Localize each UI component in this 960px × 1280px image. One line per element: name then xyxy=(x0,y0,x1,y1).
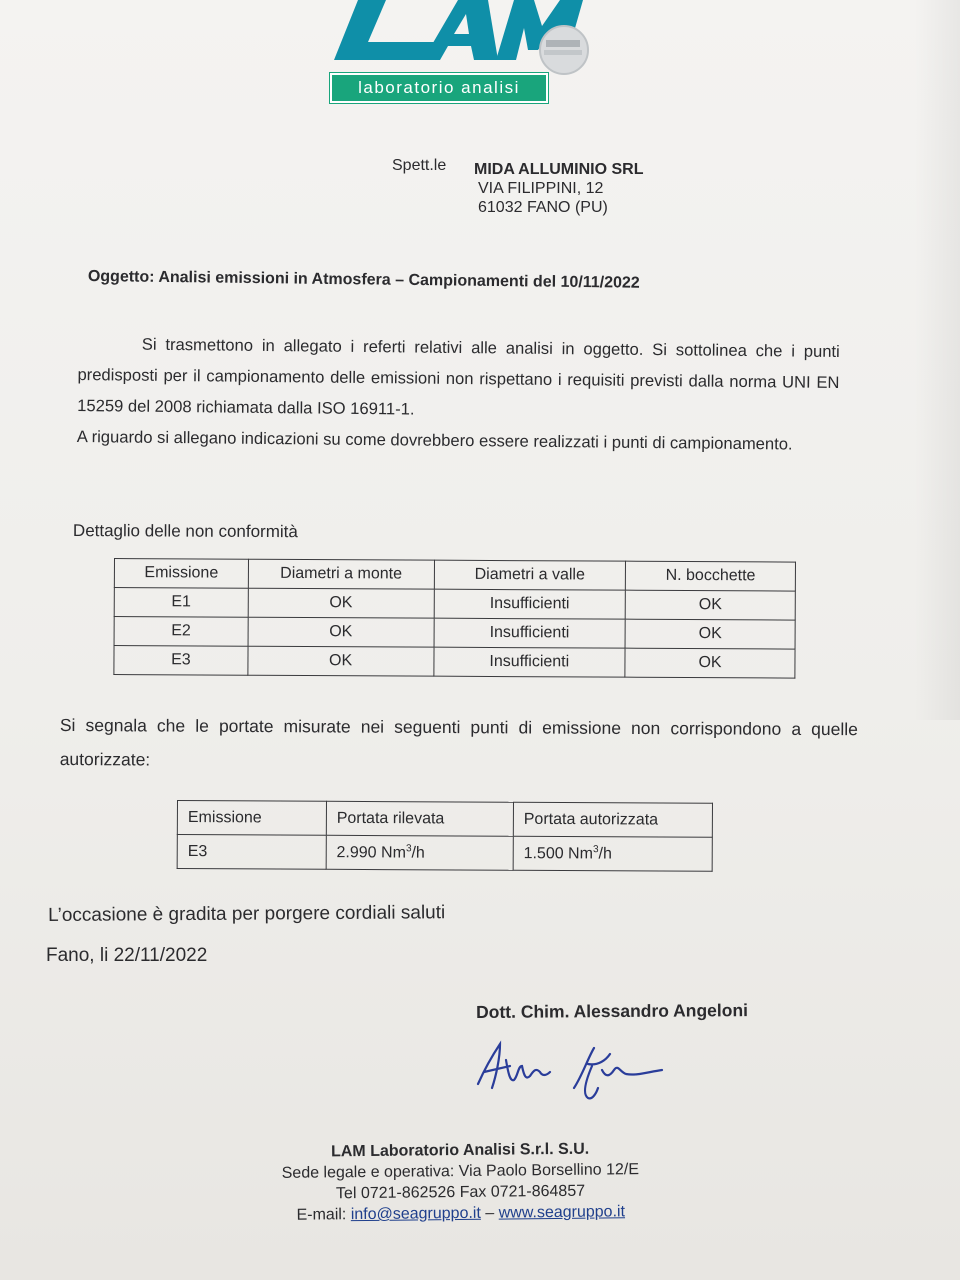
letter-footer xyxy=(240,1138,681,1227)
salutation: Spett.le xyxy=(392,157,447,174)
table-cell: E2 xyxy=(114,617,248,647)
email-link[interactable]: info@seagruppo.it xyxy=(350,1204,481,1224)
table-row xyxy=(177,835,712,872)
recipient-name: MIDA ALLUMINIO SRL xyxy=(474,161,644,178)
table-cell: OK xyxy=(625,648,795,678)
column-header: Portata rilevata xyxy=(326,801,513,836)
signatory-name: Dott. Chim. Alessandro Angeloni xyxy=(476,1000,749,1022)
column-header: Emissione xyxy=(177,801,326,836)
flow-table xyxy=(177,800,713,872)
table-cell: Insufficienti xyxy=(433,647,625,677)
table-cell: E1 xyxy=(114,588,248,618)
contact-separator: – xyxy=(485,1204,495,1222)
body-paragraph-1: Si trasmettono in allegato i referti relativi alle analisi in oggetto. Si sottolinea che i punti predisposti per il campionamento delle emissioni non rispettano i requisiti previsti dalla norma UNI EN 15259 del 2008 richiamata dalla ISO 16911-1. xyxy=(77,334,840,419)
flow-note: Si segnala che le portate misurate nei seguenti punti di emissione non corrispondono a quelle autorizzate: xyxy=(59,714,858,770)
table-cell: OK xyxy=(625,590,795,620)
body-paragraph-2: A riguardo si allegano indicazioni su come dovrebbero essere realizzati i punti di campionamento. xyxy=(76,426,793,454)
measured-flow-value: 2.990 Nm xyxy=(336,843,406,862)
table-header-row xyxy=(177,801,712,838)
footer-company: LAM Laboratorio Analisi S.r.l. S.U. xyxy=(330,1140,590,1161)
footer-address: Sede legale e operativa: Via Paolo Borsellino 12/E xyxy=(281,1161,640,1182)
letter-body xyxy=(77,328,840,460)
table-cell: Insufficienti xyxy=(434,618,626,648)
column-header: N. bocchette xyxy=(626,561,796,591)
closing-line: L’occasione è gradita per porgere cordiali saluti xyxy=(48,902,446,926)
table-row xyxy=(114,588,795,621)
table-cell: OK xyxy=(248,646,434,676)
table-cell: Insufficienti xyxy=(434,589,626,619)
unit-exponent: 3 xyxy=(405,843,412,855)
column-header: Diametri a valle xyxy=(434,560,626,590)
recipient-street: VIA FILIPPINI, 12 xyxy=(478,180,604,197)
column-header: Portata autorizzata xyxy=(513,802,712,837)
place-date: Fano, li 22/11/2022 xyxy=(46,945,208,966)
table-cell xyxy=(326,835,513,870)
company-logo xyxy=(328,0,598,105)
footer-phone: Tel 0721-862526 Fax 0721-864857 xyxy=(335,1182,586,1203)
table-cell: OK xyxy=(625,619,795,649)
authorized-flow-value: 1.500 Nm xyxy=(523,844,594,863)
unit-suffix: /h xyxy=(411,844,425,862)
website-link[interactable]: www.seagruppo.it xyxy=(498,1203,626,1222)
table-cell: E3 xyxy=(177,835,326,870)
nonconformity-title: Dettaglio delle non conformità xyxy=(72,521,298,542)
recipient-address xyxy=(474,160,643,217)
table-row xyxy=(114,646,795,679)
unit-exponent: 3 xyxy=(592,844,599,856)
handwritten-signature xyxy=(470,1036,670,1106)
footer-contacts xyxy=(241,1201,681,1227)
nonconformity-table xyxy=(113,558,796,679)
logo-tagline: laboratorio analisi xyxy=(330,73,548,103)
table-cell: OK xyxy=(248,617,434,647)
table-cell: E3 xyxy=(114,646,248,676)
column-header: Diametri a monte xyxy=(248,559,434,589)
email-label: E-mail: xyxy=(296,1206,347,1224)
table-cell xyxy=(513,836,712,871)
unit-suffix: /h xyxy=(598,845,612,863)
table-row xyxy=(114,617,795,650)
column-header: Emissione xyxy=(114,559,248,589)
lam-logo-mark xyxy=(328,0,598,75)
page-shadow xyxy=(914,0,960,720)
subject-line: Oggetto: Analisi emissioni in Atmosfera – Campionamenti del 10/11/2022 xyxy=(87,268,640,292)
recipient-city: 61032 FANO (PU) xyxy=(478,199,608,216)
table-header-row xyxy=(114,559,795,592)
table-cell: OK xyxy=(248,588,434,618)
